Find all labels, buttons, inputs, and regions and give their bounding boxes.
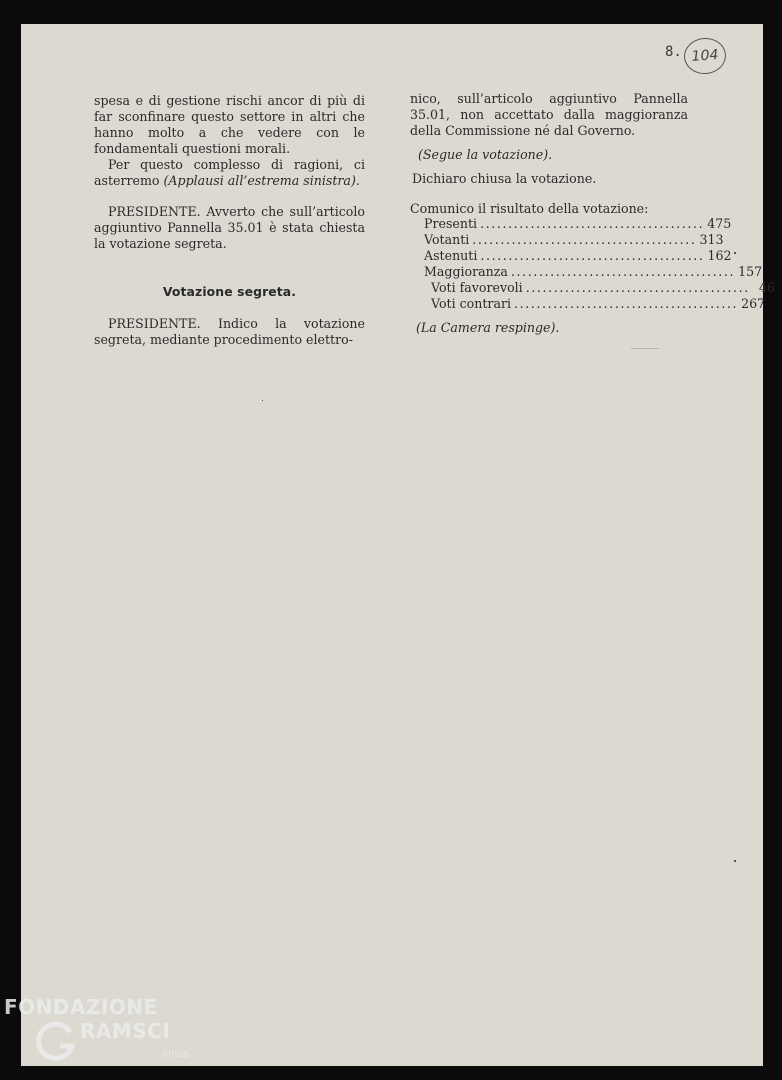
outcome-note: (La Camera respinge). [416,319,560,335]
right-paragraph-3: Comunico il risultato della votazione: [410,200,649,216]
document-page [21,24,775,1066]
left-paragraph-4: PRESIDENTE. Indico la votazione segreta, mediante procedimento elettro- [94,316,365,347]
vote-in-progress-note: (Segue la votazione). [418,146,553,162]
paper-speck [262,400,263,401]
page-number: 8. [665,44,682,60]
vote-results [410,216,775,311]
vote-result-row: Maggioranza ........................................ 157 [424,264,763,280]
left-paragraph-2 [94,157,365,189]
fondazione-gramsci-watermark [4,995,194,1075]
vote-result-row: Presenti ........................................ 475 [424,216,732,232]
left-paragraph-3: PRESIDENTE. Avverto che sull’articolo aggiuntivo Pannella 35.01 è stata chiesta la votazione segreta. [94,204,365,252]
watermark-line-2: RAMSCI [80,1019,171,1043]
paper-speck [734,252,736,254]
section-heading: Votazione segreta. [162,284,297,300]
left-paragraph-2-text: Per questo complesso di ragioni, ci asterremo [94,156,365,188]
applause-note: (Applausi all’estrema sinistra). [163,172,360,188]
vote-result-row: Voti favorevoli ........................................ 46 [431,280,775,296]
right-paragraph-2: Dichiaro chiusa la votazione. [412,170,597,186]
right-column [410,91,775,336]
vote-result-row: Votanti ........................................ 313 [424,232,724,248]
gramsci-g-logo-icon [34,1020,78,1064]
paper-speck [734,860,736,862]
left-column [94,93,365,348]
vote-result-row: Astenuti ........................................ 162 [424,248,732,264]
vote-result-row: Voti contrari ........................................ 267 [431,295,766,311]
left-paragraph-1: spesa e di gestione rischi ancor di più di far sconfinare questo settore in altri che hanno molto a che vedere con le fondamentali questioni morali. [94,93,365,156]
watermark-line-1: FONDAZIONE [4,995,158,1019]
handwritten-page-number: 104 [683,37,727,76]
right-paragraph-1: nico, sull’articolo aggiuntivo Pannella 35.01, non accettato dalla maggioranza della Commissione né dal Governo. [410,91,688,138]
watermark-line-3: onlus [162,1049,189,1060]
divider [631,348,659,349]
